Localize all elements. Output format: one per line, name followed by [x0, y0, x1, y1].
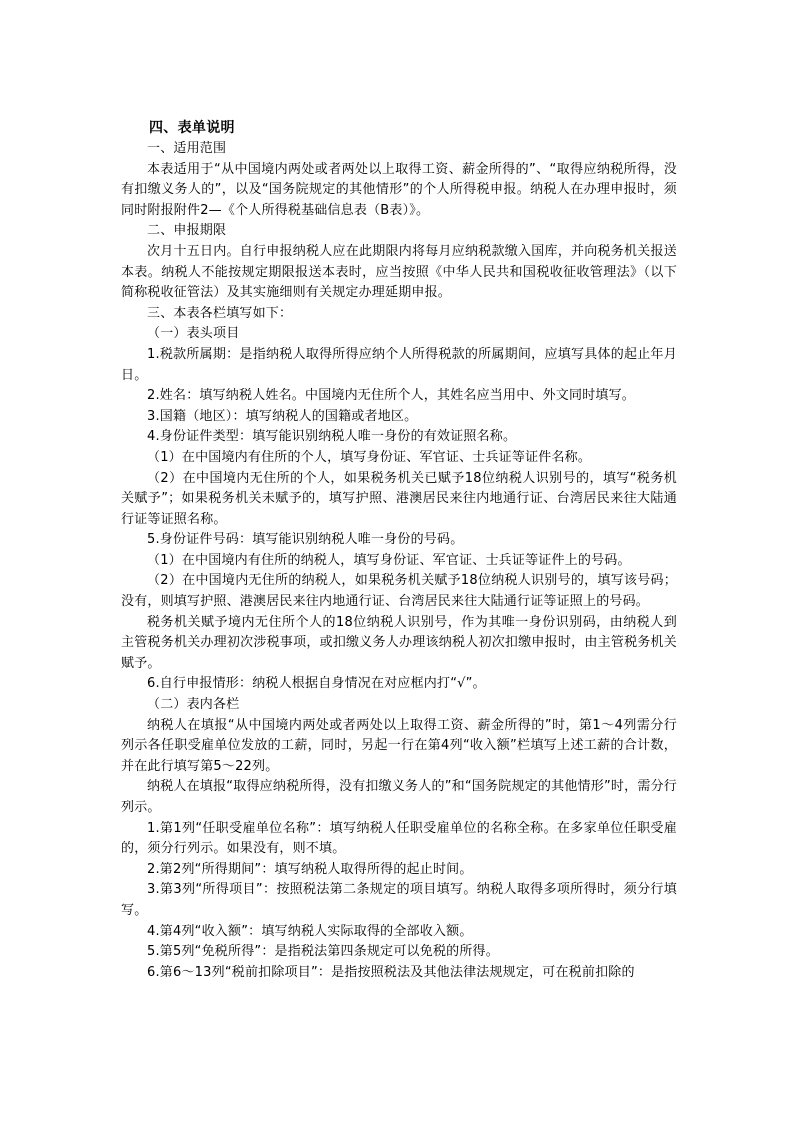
document-body [121, 118, 677, 983]
subheading-fields: 三、本表各栏填写如下： [147, 305, 293, 321]
paragraph-scope: 本表适用于“从中国境内两处或者两处以上取得工资、薪金所得的”、“取得应纳税所得，没有扣缴义务人的”，以及“国务院规定的其他情形”的个人所得税申报。纳税人在办理申报时，须同时附报附件2—《个人所得税基础信息表（B表）》。 [121, 161, 677, 218]
paragraph-id-number-resident: （1）在中国境内有住所的纳税人，填写身份证、军官证、士兵证等证件上的号码。 [147, 552, 631, 568]
subheading-scope: 一、适用范围 [147, 141, 227, 156]
paragraph-column-1: 1.第1列“任职受雇单位名称”：填写纳税人任职受雇单位的名称全称。在多家单位任职受雇的，须分行列示。如果没有，则不填。 [121, 820, 677, 857]
paragraph-tax-period: 1.税款所属期：是指纳税人取得所得应纳个人所得税款的所属期间，应填写具体的起止年月日。 [121, 346, 677, 383]
paragraph-column-2: 2.第2列“所得期间”：填写纳税人取得所得的起止时间。 [147, 861, 473, 877]
paragraph-self-filing: 6.自行申报情形：纳税人根据自身情况在对应框内打“√”。 [147, 676, 486, 692]
paragraph-id-type-nonresident: （2）在中国境内无住所的个人，如果税务机关已赋予18位纳税人识别号的，填写“税务机关赋予”；如果税务机关未赋予的，填写护照、港澳居民来往内地通行证、台湾居民来往大陆通行证等证照名称。 [121, 470, 677, 527]
subheading-table-columns: （二）表内各栏 [147, 697, 240, 713]
paragraph-id-number-nonresident: （2）在中国境内无住所的纳税人，如果税务机关赋予18位纳税人识别号的，填写该号码；没有，则填写护照、港澳居民来往内地通行证、台湾居民来往大陆通行证等证照上的号码。 [121, 573, 677, 610]
paragraph-deadline: 次月十五日内。自行申报纳税人应在此期限内将每月应纳税款缴入国库，并向税务机关报送本表。纳税人不能按规定期限报送本表时，应当按照《中华人民共和国税收征收管理法》（以下简称税收征管法）及其实施细则有关规定办理延期申报。 [121, 243, 677, 301]
paragraph-name: 2.姓名：填写纳税人姓名。中国境内无住所个人，其姓名应当用中、外文同时填写。 [147, 388, 636, 404]
paragraph-multiple-sources: 纳税人在填报“从中国境内两处或者两处以上取得工资、薪金所得的”时，第1～4列需分行列示各任职受雇单位发放的工薪，同时，另起一行在第4列“收入额”栏填写上述工薪的合计数，并在此行填写第5～22列。 [121, 717, 677, 774]
paragraph-taxpayer-id-assignment: 税务机关赋予境内无住所个人的18位纳税人识别号，作为其唯一身份识别码，由纳税人到主管税务机关办理初次涉税事项，或扣缴义务人办理该纳税人初次扣缴申报时，由主管税务机关赋予。 [121, 614, 677, 671]
paragraph-column-4: 4.第4列“收入额”：填写纳税人实际取得的全部收入额。 [147, 923, 473, 939]
paragraph-column-5: 5.第5列“免税所得”：是指税法第四条规定可以免税的所得。 [147, 944, 499, 960]
paragraph-no-withholding: 纳税人在填报“取得应纳税所得，没有扣缴义务人的”和“国务院规定的其他情形”时，需分行列示。 [121, 779, 677, 815]
subheading-deadline: 二、申报期限 [147, 223, 227, 239]
paragraph-columns-6-13: 6.第6～13列“税前扣除项目”：是指按照税法及其他法律法规规定，可在税前扣除的 [147, 964, 635, 980]
paragraph-id-type: 4.身份证件类型：填写能识别纳税人唯一身份的有效证照名称。 [147, 429, 517, 445]
paragraph-id-number: 5.身份证件号码：填写能识别纳税人唯一身份的号码。 [147, 532, 464, 548]
section-title: 四、表单说明 [149, 120, 235, 136]
subheading-header-items: （一）表头项目 [147, 326, 240, 342]
paragraph-column-3: 3.第3列“所得项目”：按照税法第二条规定的项目填写。纳税人取得多项所得时，须分行填写。 [121, 882, 677, 918]
paragraph-nationality: 3.国籍（地区）：填写纳税人的国籍或者地区。 [147, 408, 418, 424]
paragraph-id-type-resident: （1）在中国境内有住所的个人，填写身份证、军官证、士兵证等证件名称。 [147, 449, 592, 465]
